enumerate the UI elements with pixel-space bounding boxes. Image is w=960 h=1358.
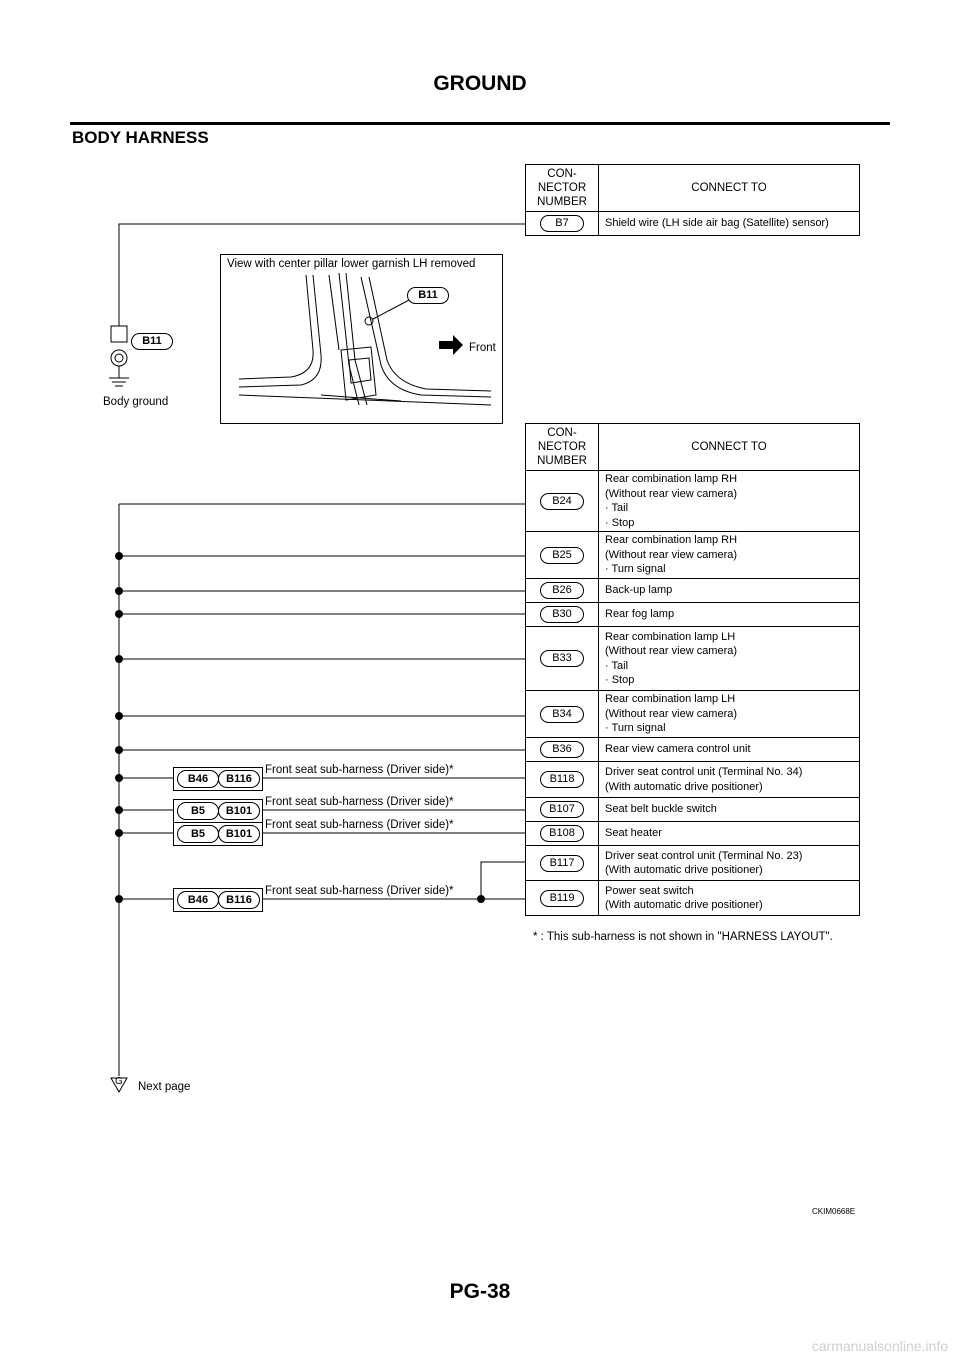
ground-connector-b11: B11 <box>131 331 173 350</box>
front-label: Front <box>469 342 496 354</box>
link-b46-b116: B46 B116 <box>173 888 263 912</box>
col-connector-number: CON- NECTOR NUMBER <box>526 424 599 471</box>
row-b34: B34 Rear combination lamp LH (Without rear view camera) · Turn signal <box>526 691 860 738</box>
section-title: BODY HARNESS <box>72 128 209 147</box>
link-b5-b101: B5 B101 <box>173 822 263 846</box>
watermark: carmanualsonline.info <box>811 1338 948 1354</box>
view-callout-b11: B11 <box>407 285 449 304</box>
front-arrow-icon <box>439 335 463 355</box>
row-b118: B118 Driver seat control unit (Terminal No. 34) (With automatic drive positioner) <box>526 762 860 798</box>
connector-b7: B7 <box>526 212 599 236</box>
top-connector-table <box>525 164 860 236</box>
row-b107: B107 Seat belt buckle switch <box>526 798 860 822</box>
row-b36: B36 Rear view camera control unit <box>526 738 860 762</box>
link-b5-b101: B5 B101 <box>173 799 263 823</box>
row-b117: B117 Driver seat control unit (Terminal No. 23) (With automatic drive positioner) <box>526 846 860 881</box>
row-b25: B25 Rear combination lamp RH (Without rear view camera) · Turn signal <box>526 532 860 579</box>
page-number: PG-38 <box>449 1280 511 1303</box>
row-b30: B30 Rear fog lamp <box>526 603 860 627</box>
pillar-illustration <box>221 255 502 423</box>
body-ground-label: Body ground <box>103 396 169 408</box>
next-page-label: Next page <box>138 1081 191 1093</box>
row-b26: B26 Back-up lamp <box>526 579 860 603</box>
row-b108: B108 Seat heater <box>526 822 860 846</box>
view-panel <box>220 254 503 424</box>
main-connector-table <box>525 423 860 916</box>
row-b33: B33 Rear combination lamp LH (Without rear view camera) · Tail · Stop <box>526 627 860 691</box>
link-label: Front seat sub-harness (Driver side)* <box>265 819 454 831</box>
row-b24: B24 Rear combination lamp RH (Without rear view camera) · Tail · Stop <box>526 471 860 532</box>
link-label: Front seat sub-harness (Driver side)* <box>265 885 454 897</box>
view-caption: View with center pillar lower garnish LH removed <box>227 258 476 270</box>
page-title: GROUND <box>433 72 527 95</box>
next-page-symbol: G <box>115 1076 123 1087</box>
link-label: Front seat sub-harness (Driver side)* <box>265 764 454 776</box>
connector-b7-desc: Shield wire (LH side air bag (Satellite) sensor) <box>599 212 860 236</box>
wire-b117 <box>481 862 525 899</box>
figure-code: CKIM0668E <box>812 1207 856 1216</box>
row-b119: B119 Power seat switch (With automatic drive positioner) <box>526 881 860 916</box>
col-connector-number: CON- NECTOR NUMBER <box>526 165 599 212</box>
footnote: * : This sub-harness is not shown in "HARNESS LAYOUT". <box>533 931 833 943</box>
link-label: Front seat sub-harness (Driver side)* <box>265 796 454 808</box>
col-connect-to: CONNECT TO <box>599 165 860 212</box>
link-b46-b116: B46 B116 <box>173 767 263 791</box>
col-connect-to: CONNECT TO <box>599 424 860 471</box>
